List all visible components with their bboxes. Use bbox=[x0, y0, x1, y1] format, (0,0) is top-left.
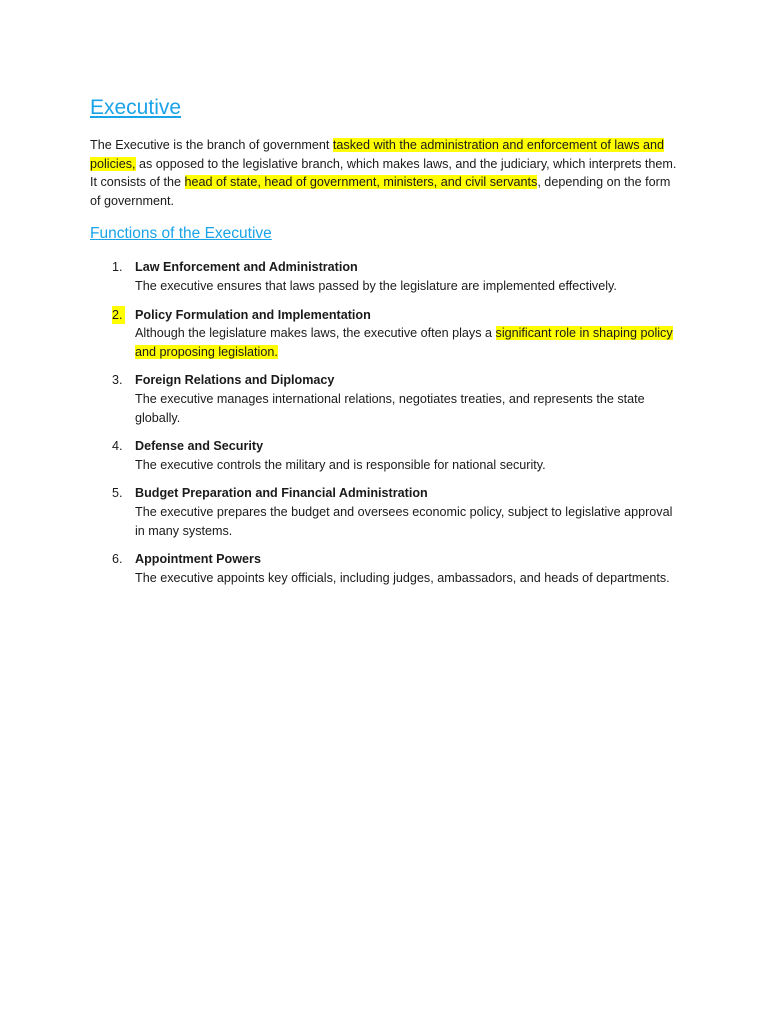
item-description: The executive controls the military and is responsible for national security. bbox=[135, 457, 546, 472]
item-title: Law Enforcement and Administration bbox=[135, 260, 358, 275]
item-number: 3. bbox=[112, 373, 123, 388]
item-description-text: Although the legislature makes laws, the executive often plays a bbox=[135, 326, 496, 341]
intro-text: , depending on the form of government. bbox=[90, 175, 671, 208]
page-title: Executive bbox=[90, 96, 182, 119]
section-heading: Functions of the Executive bbox=[90, 225, 272, 243]
intro-text: The Executive is the branch of government bbox=[90, 138, 333, 152]
item-number: 2. bbox=[112, 306, 125, 325]
item-number: 5. bbox=[112, 486, 123, 501]
intro-paragraph bbox=[90, 136, 680, 210]
item-description: The executive prepares the budget and oversees economic policy, subject to legislative approval in many systems. bbox=[135, 504, 673, 538]
list-item bbox=[90, 306, 680, 362]
list-item bbox=[90, 484, 680, 540]
item-title: Policy Formulation and Implementation bbox=[135, 307, 371, 322]
item-description: The executive manages international relations, negotiates treaties, and represents the state globally. bbox=[135, 391, 645, 425]
intro-highlight: head of state, head of government, ministers, and civil servants bbox=[184, 175, 538, 190]
item-title: Foreign Relations and Diplomacy bbox=[135, 373, 335, 388]
item-title: Defense and Security bbox=[135, 439, 264, 454]
item-number: 6. bbox=[112, 552, 123, 567]
intro-highlight: tasked with the administration and enforcement of laws and policies, bbox=[90, 138, 665, 171]
list-item bbox=[90, 258, 680, 295]
list-item bbox=[90, 550, 680, 587]
item-description: The executive ensures that laws passed by the legislature are implemented effectively. bbox=[135, 278, 617, 293]
item-number: 4. bbox=[112, 439, 123, 454]
item-title: Appointment Powers bbox=[135, 552, 261, 567]
list-item bbox=[90, 437, 680, 474]
item-title: Budget Preparation and Financial Administration bbox=[135, 486, 428, 501]
item-description-highlight: significant role in shaping policy and proposing legislation. bbox=[135, 326, 673, 359]
item-description: The executive appoints key officials, including judges, ambassadors, and heads of departments. bbox=[135, 570, 670, 585]
item-description bbox=[135, 324, 680, 361]
document-body bbox=[90, 94, 680, 597]
item-number: 1. bbox=[112, 260, 123, 275]
intro-text: as opposed to the legislative branch, which makes laws, and the judiciary, which interprets them. It consists of the bbox=[90, 156, 677, 190]
functions-list bbox=[90, 258, 680, 587]
list-item bbox=[90, 371, 680, 427]
